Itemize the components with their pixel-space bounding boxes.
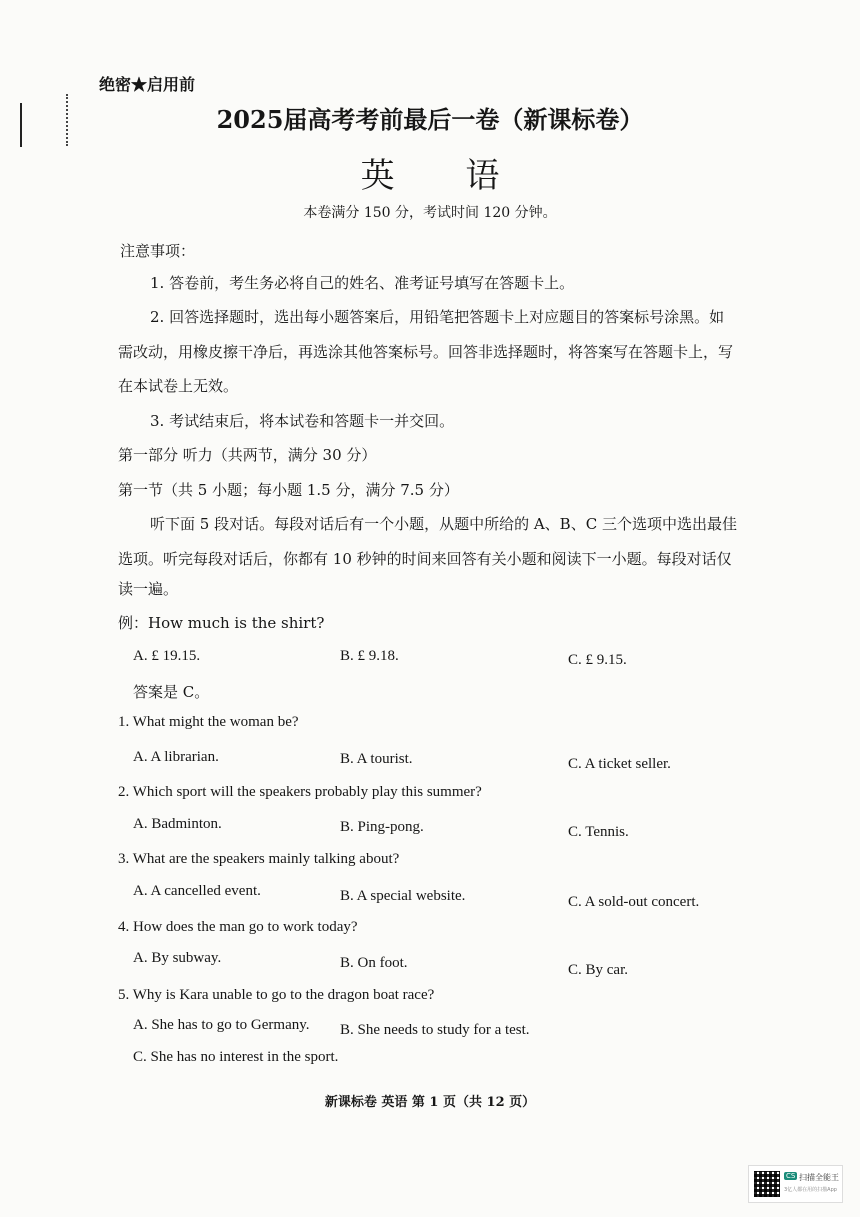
part1-heading: 第一部分 听力（共两节，满分 30 分） bbox=[118, 446, 377, 464]
page-footer: 新课标卷 英语 第 1 页（共 12 页） bbox=[324, 1095, 536, 1110]
instruction-line-3: 读一遍。 bbox=[118, 580, 179, 598]
score-time-info: 本卷满分 150 分，考试时间 120 分钟。 bbox=[303, 205, 557, 221]
question-5-stem: 5. Why is Kara unable to go to the dragon boat race? bbox=[118, 987, 435, 1003]
question-2-option-c: C. Tennis. bbox=[568, 824, 629, 840]
question-5-option-b: B. She needs to study for a test. bbox=[340, 1022, 530, 1038]
qr-code-icon bbox=[754, 1171, 780, 1197]
note-1: 1. 答卷前，考生务必将自己的姓名、准考证号填写在答题卡上。 bbox=[150, 274, 575, 292]
example-option-c: C. £ 9.15. bbox=[568, 652, 627, 668]
instruction-line-1: 听下面 5 段对话。每段对话后有一个小题，从题中所给的 A、B、C 三个选项中选出最佳 bbox=[150, 515, 737, 533]
question-3-stem: 3. What are the speakers mainly talking about? bbox=[118, 851, 400, 867]
question-4-stem: 4. How does the man go to work today? bbox=[118, 919, 358, 935]
question-1-option-c: C. A ticket seller. bbox=[568, 756, 671, 772]
question-5-option-a: A. She has to go to Germany. bbox=[133, 1017, 310, 1033]
scanner-tagline: 3亿人都在用的扫描App bbox=[784, 1187, 837, 1193]
exam-title: 2025届高考考前最后一卷（新课标卷） bbox=[216, 105, 644, 134]
section1-heading: 第一节（共 5 小题；每小题 1.5 分，满分 7.5 分） bbox=[118, 481, 459, 499]
example-option-a: A. £ 19.15. bbox=[133, 648, 201, 664]
example-answer: 答案是 C。 bbox=[133, 683, 210, 701]
example-stem: 例：How much is the shirt? bbox=[118, 614, 325, 632]
note-3: 3. 考试结束后，将本试卷和答题卡一并交回。 bbox=[150, 412, 455, 430]
camscanner-logo: CS bbox=[786, 1172, 796, 1180]
question-2-option-a: A. Badminton. bbox=[133, 816, 222, 832]
question-4-option-a: A. By subway. bbox=[133, 950, 222, 966]
question-4-option-c: C. By car. bbox=[568, 962, 628, 978]
question-5-option-c: C. She has no interest in the sport. bbox=[133, 1049, 339, 1065]
example-option-b: B. £ 9.18. bbox=[340, 648, 399, 664]
scanner-app-name: 扫描全能王 bbox=[799, 1173, 839, 1182]
question-4-option-b: B. On foot. bbox=[340, 955, 408, 971]
note-2-line-2: 需改动，用橡皮擦干净后，再选涂其他答案标号。回答非选择题时，将答案写在答题卡上，写 bbox=[118, 343, 734, 361]
instruction-line-2: 选项。听完每段对话后，你都有 10 秒钟的时间来回答有关小题和阅读下一小题。每段对话仅 bbox=[118, 550, 732, 568]
note-2-line-3: 在本试卷上无效。 bbox=[118, 377, 239, 395]
subject-title: 英 语 bbox=[360, 156, 530, 196]
secret-label: 绝密★启用前 bbox=[99, 75, 196, 94]
question-1-option-b: B. A tourist. bbox=[340, 751, 413, 767]
question-2-option-b: B. Ping-pong. bbox=[340, 819, 424, 835]
scanner-watermark-badge bbox=[748, 1165, 843, 1203]
question-3-option-b: B. A special website. bbox=[340, 888, 466, 904]
question-3-option-c: C. A sold-out concert. bbox=[568, 894, 700, 910]
question-2-stem: 2. Which sport will the speakers probably play this summer? bbox=[118, 784, 482, 800]
note-2-line-1: 2. 回答选择题时，选出每小题答案后，用铅笔把答题卡上对应题目的答案标号涂黑。如 bbox=[150, 308, 725, 326]
question-1-stem: 1. What might the woman be? bbox=[118, 714, 299, 730]
question-3-option-a: A. A cancelled event. bbox=[133, 883, 261, 899]
notes-heading: 注意事项： bbox=[120, 242, 196, 260]
question-1-option-a: A. A librarian. bbox=[133, 749, 219, 765]
